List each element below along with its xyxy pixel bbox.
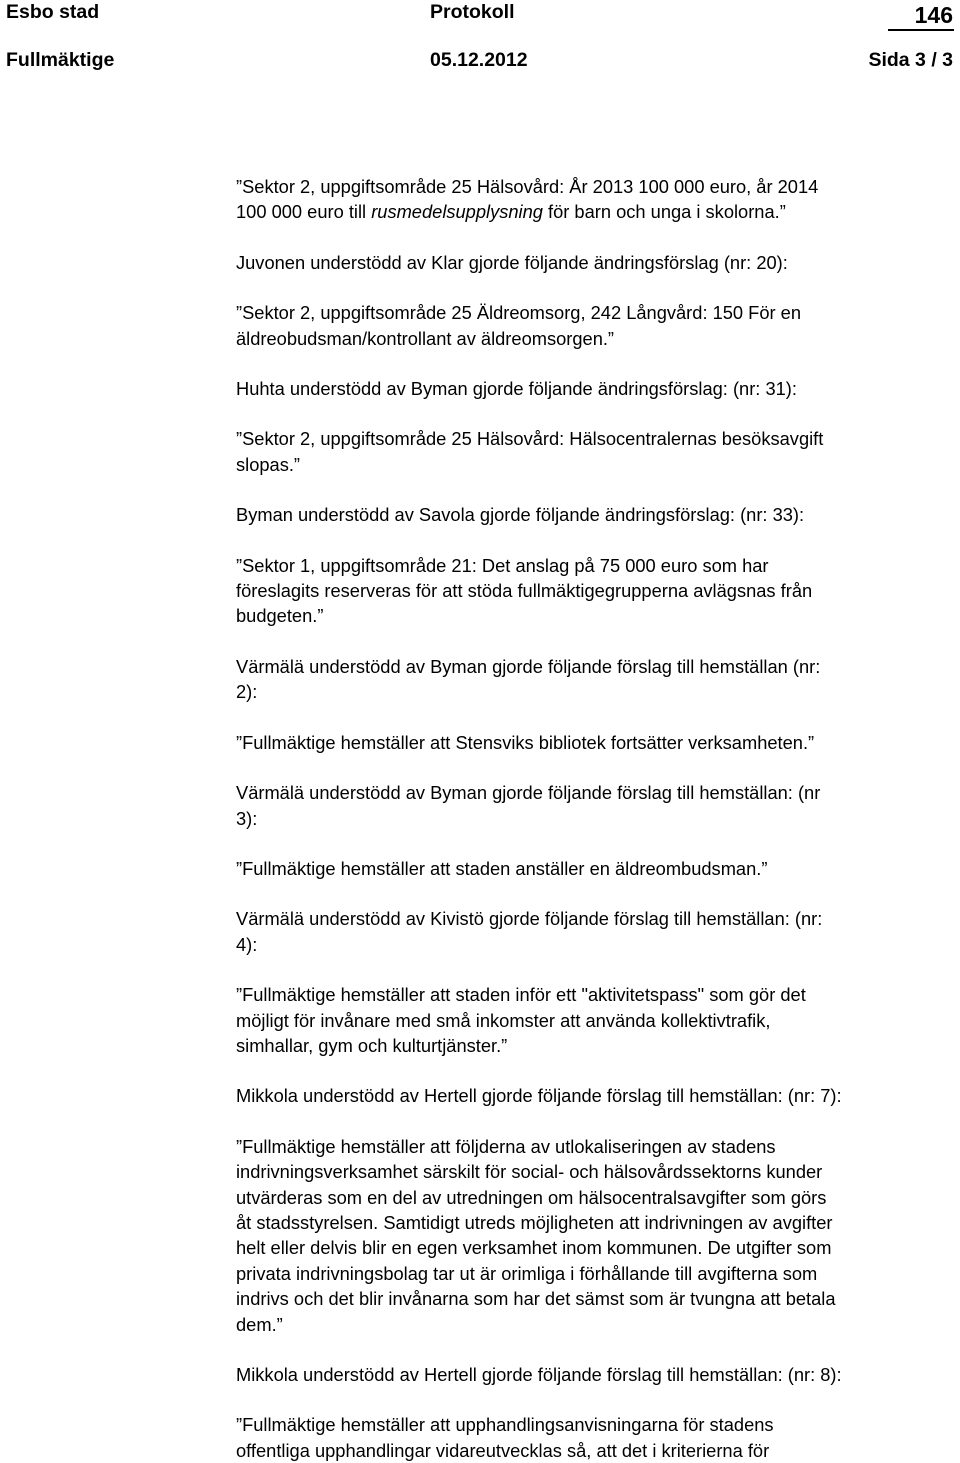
italic-term: rusmedelsupplysning bbox=[371, 201, 543, 223]
paragraph bbox=[236, 730, 960, 755]
text-line: Mikkola understödd av Hertell gjorde följande förslag till hemställan: (nr: 7): bbox=[236, 1085, 842, 1107]
header-page-number: 146 bbox=[914, 2, 953, 28]
header-doc-type: Protokoll bbox=[430, 1, 515, 23]
paragraph bbox=[236, 906, 960, 957]
paragraph-gap bbox=[236, 225, 960, 250]
paragraph-gap bbox=[236, 831, 960, 856]
paragraph-gap bbox=[236, 957, 960, 982]
paragraph-gap bbox=[236, 275, 960, 300]
text-line: ”Fullmäktige hemställer att upphandlingsanvisningarna för stadens bbox=[236, 1414, 774, 1436]
paragraph-gap bbox=[236, 1387, 960, 1412]
page-number-underline bbox=[888, 29, 954, 31]
text-line: ”Sektor 2, uppgiftsområde 25 Hälsovård: Hälsocentralernas besöksavgift bbox=[236, 428, 824, 450]
text-line: slopas.” bbox=[236, 453, 301, 475]
text-line: budgeten.” bbox=[236, 605, 324, 627]
text-line: Juvonen understödd av Klar gjorde följande ändringsförslag (nr: 20): bbox=[236, 251, 788, 273]
text-line: ”Sektor 1, uppgiftsområde 21: Det anslag på 75 000 euro som har bbox=[236, 554, 769, 576]
text-line: Värmälä understödd av Byman gjorde följande förslag till hemställan (nr: bbox=[236, 655, 821, 677]
paragraph bbox=[236, 982, 960, 1058]
text-line: ”Sektor 2, uppgiftsområde 25 Äldreomsorg, 242 Långvård: 150 För en bbox=[236, 302, 802, 324]
paragraph-gap bbox=[236, 1109, 960, 1134]
text-line: 100 000 euro till rusmedelsupplysning för barn och unga i skolorna.” bbox=[236, 201, 786, 223]
text-line: Mikkola understödd av Hertell gjorde följande förslag till hemställan: (nr: 8): bbox=[236, 1364, 842, 1385]
paragraph-gap bbox=[236, 401, 960, 426]
paragraph bbox=[236, 856, 960, 881]
header-page-of: Sida 3 / 3 bbox=[868, 49, 953, 71]
paragraph bbox=[236, 1412, 960, 1463]
text-line: utvärderas som en del av utredningen om hälsocentralsavgifter som görs bbox=[236, 1186, 827, 1208]
text-line: indrivs och det blir invånarna som har det sämst som är tvungna att betala bbox=[236, 1288, 836, 1310]
paragraph bbox=[236, 426, 960, 477]
paragraph-gap bbox=[236, 351, 960, 376]
text-line: Byman understödd av Savola gjorde följande ändringsförslag: (nr: 33): bbox=[236, 504, 805, 526]
paragraph-gap bbox=[236, 705, 960, 730]
text-line: äldreobudsman/kontrollant av äldreomsorgen.” bbox=[236, 327, 615, 349]
document-body bbox=[236, 174, 960, 1463]
text-line: 4): bbox=[236, 933, 258, 955]
text-line: privata indrivningsbolag tar ut är orimliga i förhållande till avgifterna som bbox=[236, 1262, 818, 1284]
text-line: 2): bbox=[236, 681, 258, 703]
text-line: indrivningsverksamhet särskilt för social- och hälsovårdssektorns kunder bbox=[236, 1161, 823, 1183]
paragraph bbox=[236, 1134, 960, 1337]
header-body: Fullmäktige bbox=[6, 49, 115, 71]
text-line: helt eller delvis blir en egen verksamhet inom kommunen. De utgifter som bbox=[236, 1237, 832, 1259]
paragraph bbox=[236, 780, 960, 831]
paragraph bbox=[236, 1083, 960, 1108]
text-line: ”Fullmäktige hemställer att följderna av utlokaliseringen av stadens bbox=[236, 1135, 776, 1157]
paragraph bbox=[236, 250, 960, 275]
text-line: möjligt för invånare med små inkomster att använda kollektivtrafik, bbox=[236, 1009, 771, 1031]
text-line: offentliga upphandlingar vidareutvecklas så, att det i kriterierna för bbox=[236, 1439, 770, 1461]
text-line: simhallar, gym och kulturtjänster.” bbox=[236, 1034, 508, 1056]
text-line: ”Fullmäktige hemställer att Stensviks bibliotek fortsätter verksamheten.” bbox=[236, 731, 815, 753]
paragraph bbox=[236, 502, 960, 527]
paragraph bbox=[236, 1362, 960, 1387]
text-line: föreslagits reserveras för att stöda fullmäktigegrupperna avlägsnas från bbox=[236, 580, 813, 602]
paragraph bbox=[236, 300, 960, 351]
text-line: ”Sektor 2, uppgiftsområde 25 Hälsovård: År 2013 100 000 euro, år 2014 bbox=[236, 176, 819, 197]
text-line: 3): bbox=[236, 807, 258, 829]
text-line: Värmälä understödd av Kivistö gjorde följande förslag till hemställan: (nr: bbox=[236, 908, 823, 930]
paragraph-gap bbox=[236, 629, 960, 654]
paragraph bbox=[236, 174, 960, 225]
paragraph-gap bbox=[236, 881, 960, 906]
header-date: 05.12.2012 bbox=[430, 49, 528, 71]
text-line: Huhta understödd av Byman gjorde följande ändringsförslag: (nr: 31): bbox=[236, 378, 797, 400]
text-line: Värmälä understödd av Byman gjorde följande förslag till hemställan: (nr bbox=[236, 782, 821, 804]
text-line: åt stadsstyrelsen. Samtidigt utreds möjligheten att indrivningen av avgifter bbox=[236, 1211, 833, 1233]
paragraph bbox=[236, 376, 960, 401]
paragraph-gap bbox=[236, 477, 960, 502]
text-line: ”Fullmäktige hemställer att staden inför ett "aktivitetspass" som gör det bbox=[236, 984, 806, 1006]
paragraph bbox=[236, 654, 960, 705]
paragraph-gap bbox=[236, 755, 960, 780]
text-line: ”Fullmäktige hemställer att staden anställer en äldreombudsman.” bbox=[236, 857, 768, 879]
text-line: dem.” bbox=[236, 1313, 283, 1335]
header-city: Esbo stad bbox=[6, 1, 100, 23]
paragraph bbox=[236, 553, 960, 629]
paragraph-gap bbox=[236, 1337, 960, 1362]
paragraph-gap bbox=[236, 1058, 960, 1083]
paragraph-gap bbox=[236, 528, 960, 553]
